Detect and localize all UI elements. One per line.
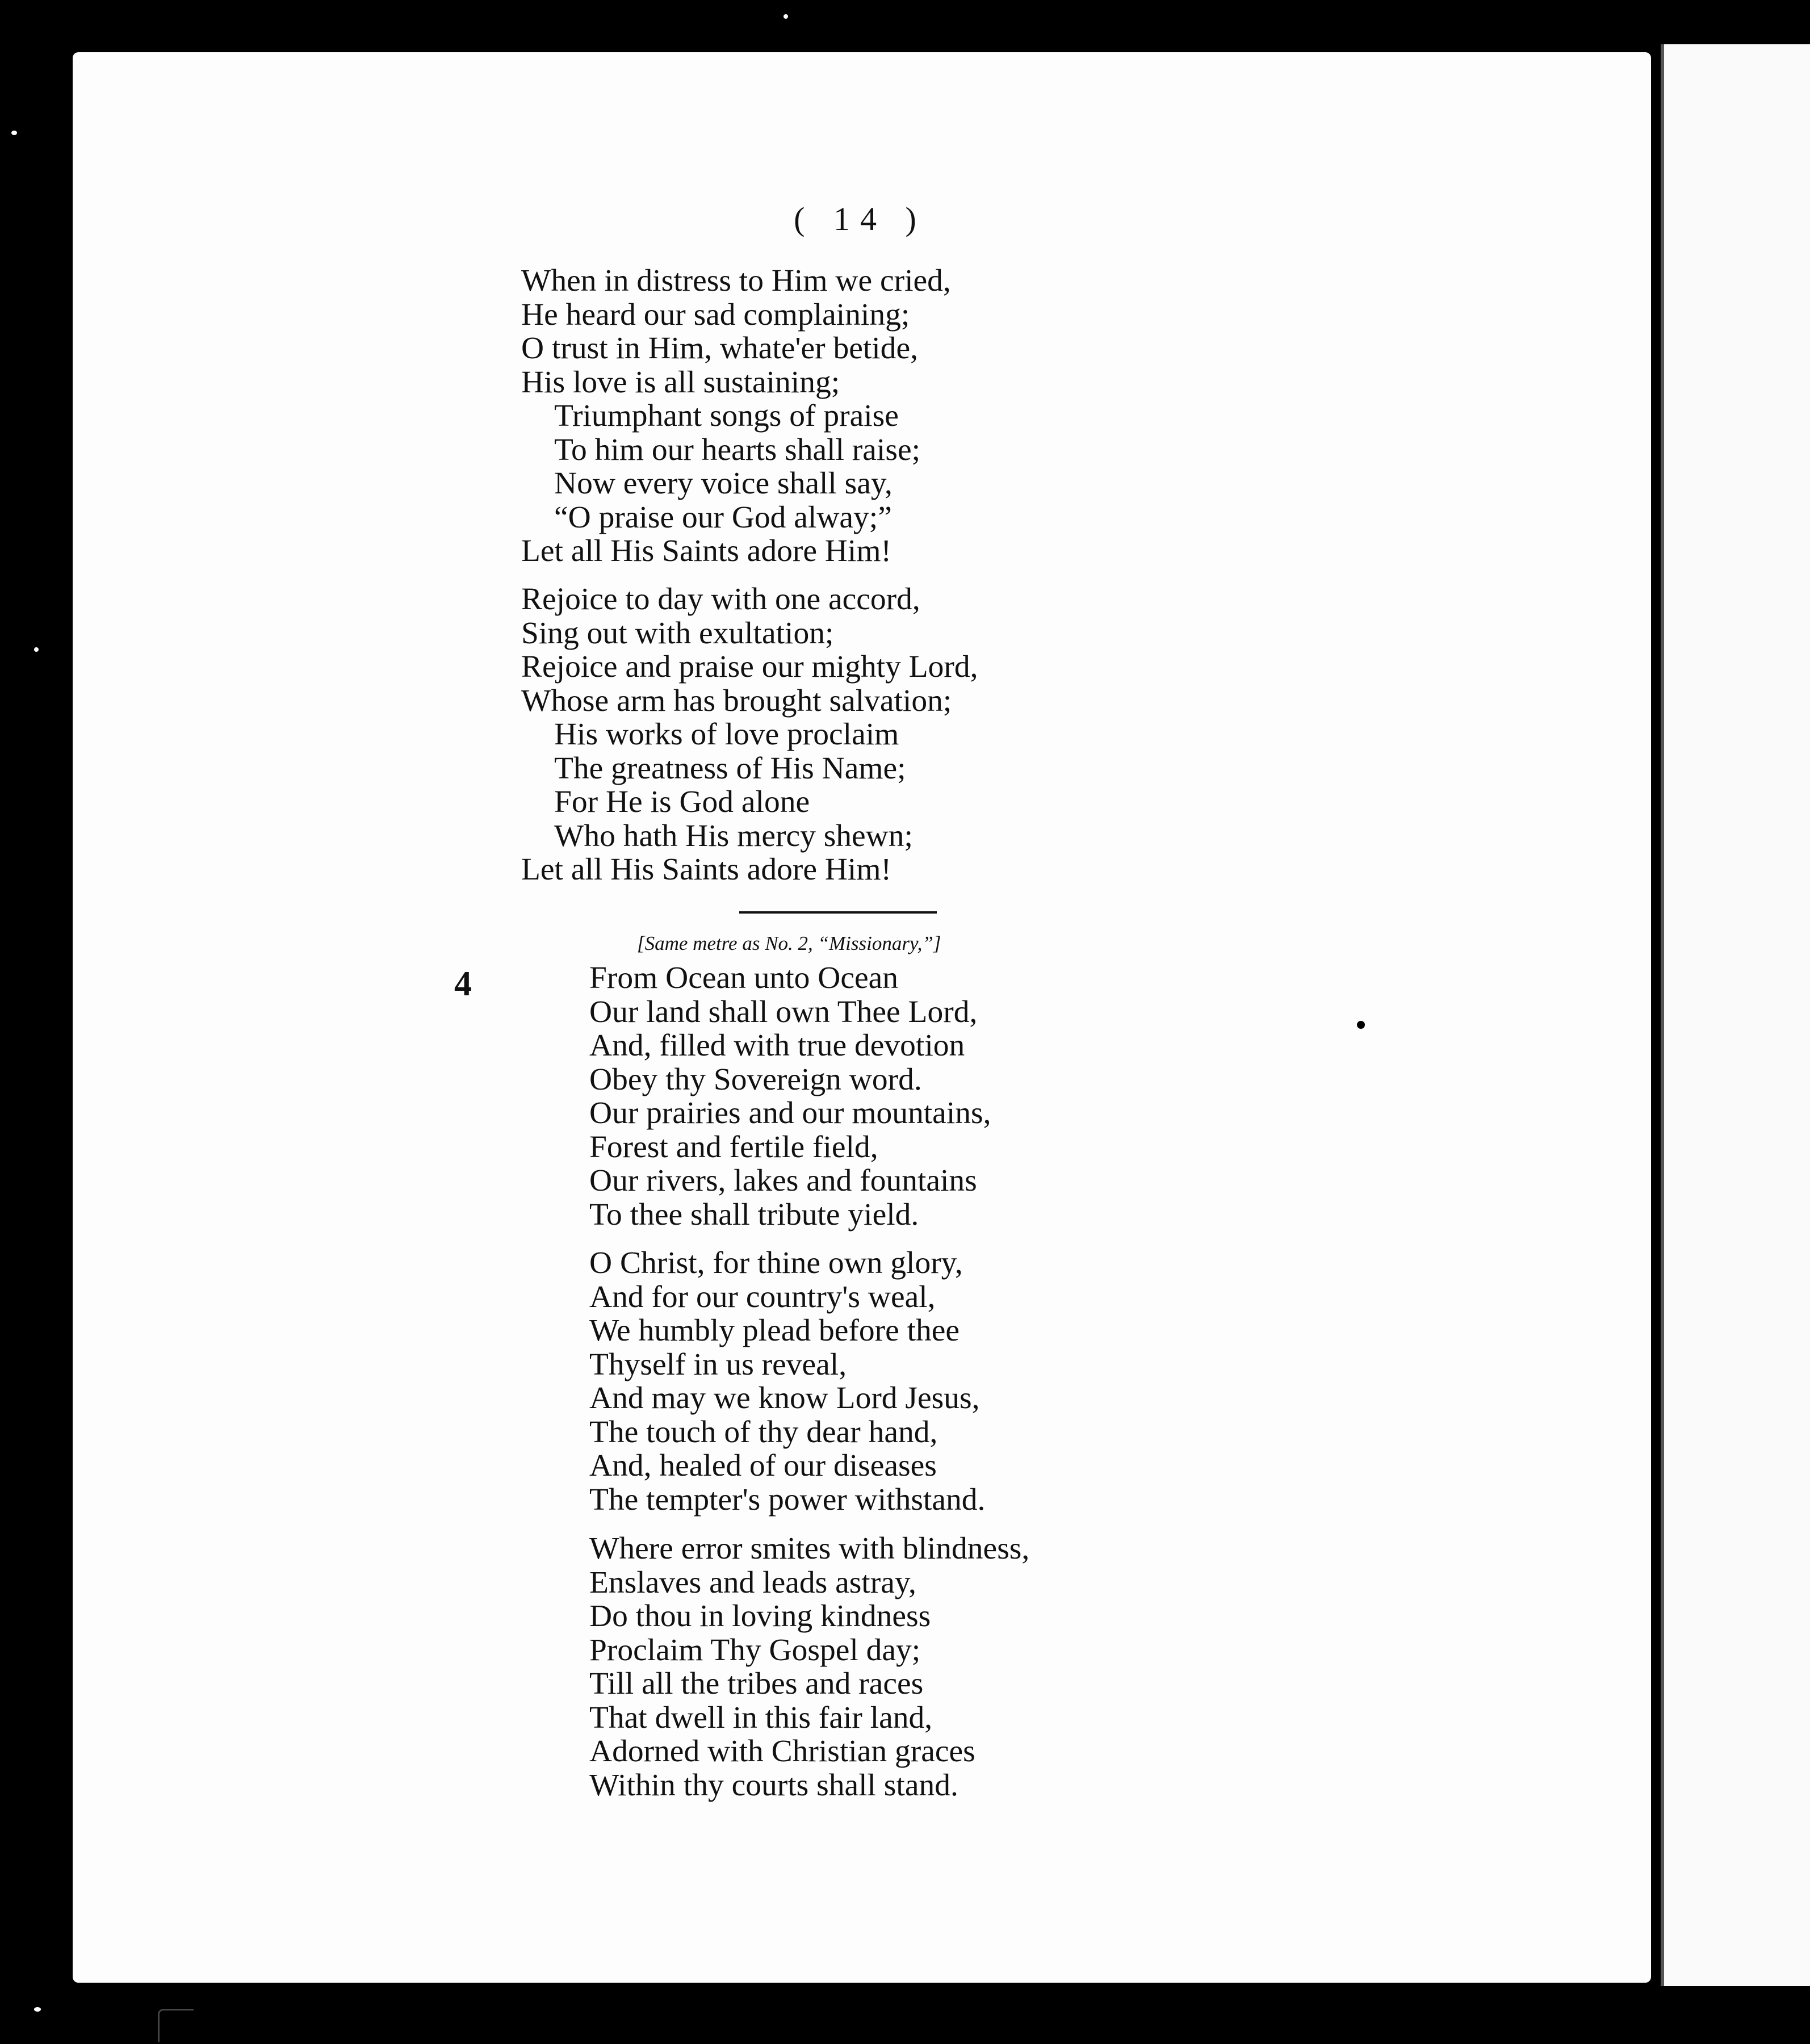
verse-line: “O praise our God alway;” (554, 500, 892, 535)
page-corner-fold (158, 2009, 194, 2042)
verse-line: His love is all sustaining; (521, 365, 840, 400)
hymn-number: 4 (454, 965, 472, 1003)
verse-line: Adorned with Christian graces (589, 1734, 975, 1769)
verse-line: To thee shall tribute yield. (589, 1197, 919, 1232)
verse-line: Thyself in us reveal, (589, 1347, 847, 1382)
adjacent-page-edge (1661, 44, 1810, 1986)
verse-line: Sing out with exultation; (521, 615, 834, 651)
verse-line: Our land shall own Thee Lord, (589, 994, 978, 1029)
verse-line: Till all the tribes and races (589, 1666, 924, 1701)
verse-line: Let all His Saints adore Him! (521, 534, 891, 568)
verse-line: To him our hearts shall raise; (554, 432, 920, 467)
verse-line: And, healed of our diseases (589, 1448, 937, 1483)
verse-line: The touch of thy dear hand, (589, 1414, 938, 1450)
verse-line: We humbly plead before thee (589, 1313, 960, 1348)
dust-speck (1357, 1021, 1365, 1029)
dust-speck (11, 131, 17, 135)
verse-line: And, filled with true devotion (589, 1028, 965, 1063)
verse-line: The greatness of His Name; (554, 751, 906, 786)
verse-line: O trust in Him, whate'er betide, (521, 331, 918, 366)
dust-speck (34, 647, 39, 652)
verse-line: Within thy courts shall stand. (589, 1767, 958, 1803)
verse-line: Whose arm has brought salvation; (521, 683, 952, 718)
verse-line: Our prairies and our mountains, (589, 1096, 991, 1130)
verse-line: That dwell in this fair land, (589, 1700, 933, 1735)
verse-line: O Christ, for thine own glory, (589, 1246, 963, 1280)
verse-line: Our rivers, lakes and fountains (589, 1163, 977, 1198)
verse-line: Proclaim Thy Gospel day; (589, 1632, 921, 1668)
dust-speck (34, 2007, 41, 2012)
verse-line: And may we know Lord Jesus, (589, 1381, 980, 1415)
verse-line: Rejoice to day with one accord, (521, 582, 920, 617)
verse-line: Let all His Saints adore Him! (521, 852, 891, 887)
verse-line: The tempter's power withstand. (589, 1482, 986, 1517)
verse-line: Triumphant songs of praise (554, 399, 899, 433)
hymn-4-stanza (589, 1246, 985, 1517)
verse-line: From Ocean unto Ocean (589, 961, 899, 995)
verse-line: When in distress to Him we cried, (521, 263, 951, 298)
verse-line: Now every voice shall say, (554, 466, 893, 501)
verse-line: And for our country's weal, (589, 1279, 936, 1314)
verse-line: He heard our sad complaining; (521, 297, 910, 332)
verse-line: Obey thy Sovereign word. (589, 1062, 922, 1097)
verse-line: Do thou in loving kindness (589, 1599, 931, 1633)
metre-note: [Same metre as No. 2, “Missionary,”] (637, 932, 941, 954)
page-number: ( 14 ) (794, 200, 927, 237)
verse-line: Enslaves and leads astray, (589, 1565, 916, 1600)
dust-speck (784, 14, 788, 19)
verse-line: His works of love proclaim (554, 717, 899, 752)
verse-line: For He is God alone (554, 785, 810, 819)
verse-line: Who hath His mercy shewn; (554, 818, 913, 853)
verse-line: Rejoice and praise our mighty Lord, (521, 650, 978, 684)
section-divider (739, 911, 937, 914)
hymn-3-stanza (521, 583, 978, 887)
hymn-4-stanza (589, 1532, 1029, 1802)
verse-line: Forest and fertile field, (589, 1129, 878, 1165)
hymn-3-stanza (521, 264, 951, 568)
hymn-4-stanza (589, 961, 991, 1232)
verse-line: Where error smites with blindness, (589, 1531, 1030, 1566)
